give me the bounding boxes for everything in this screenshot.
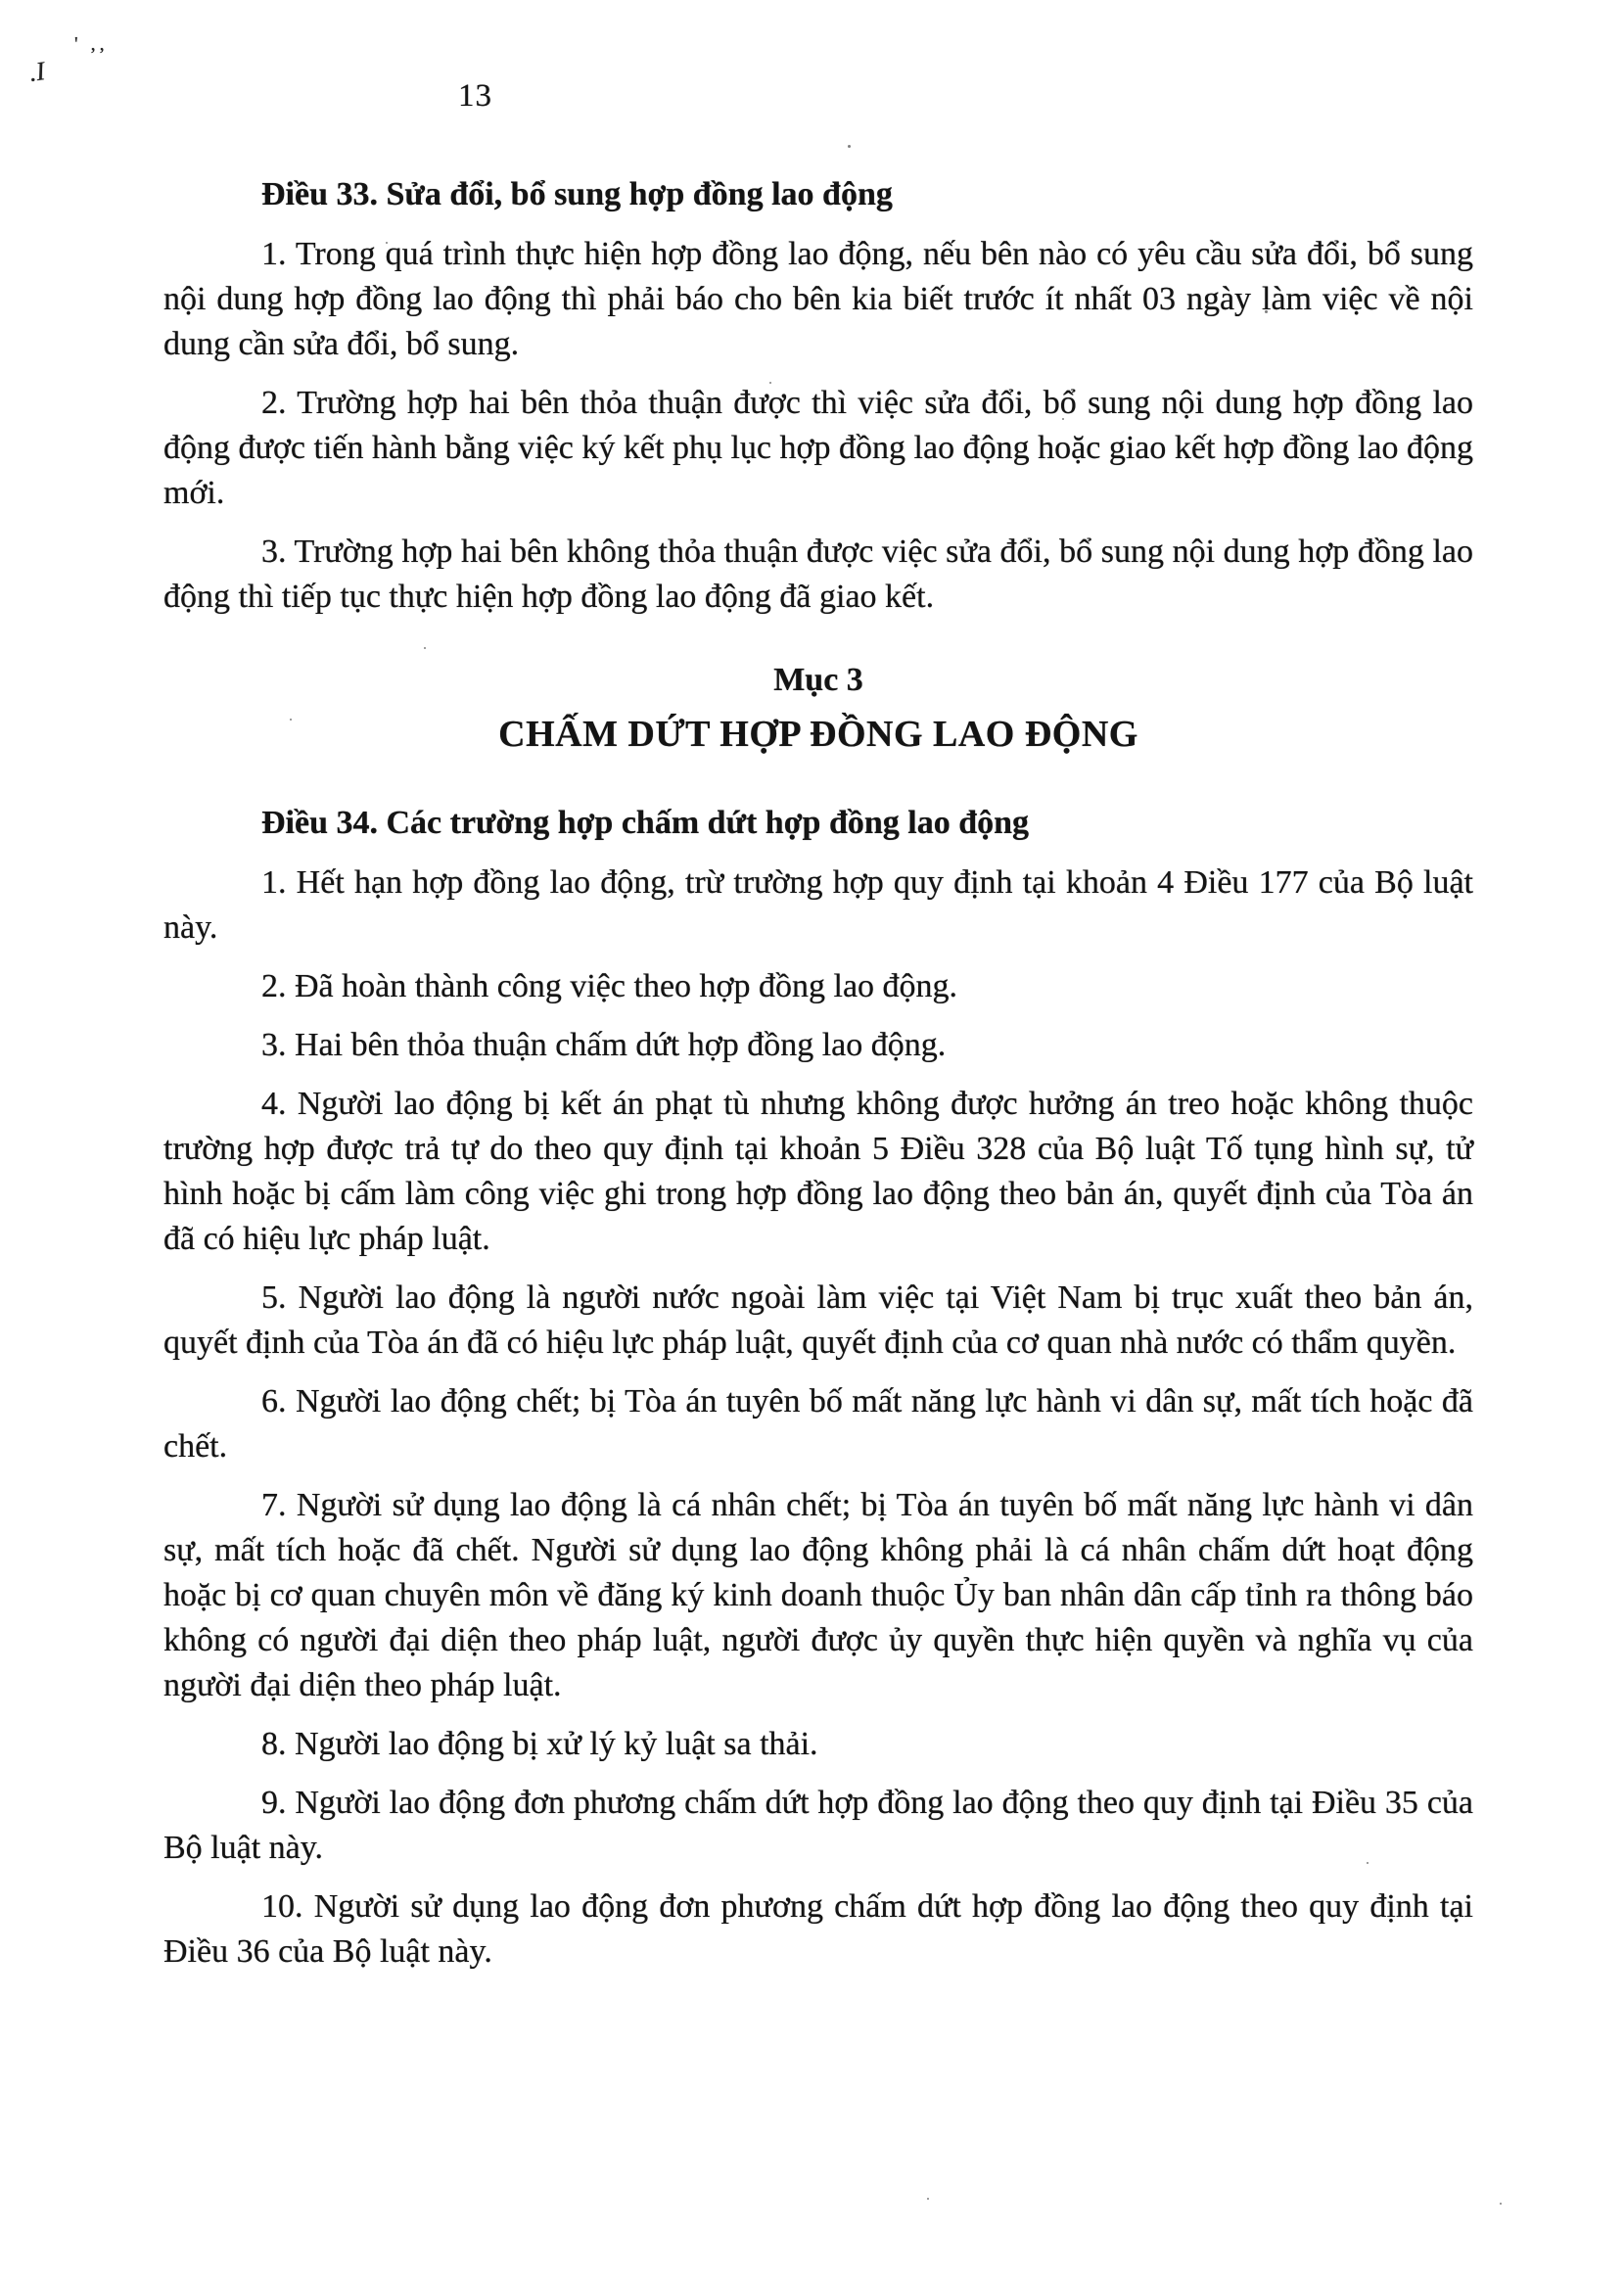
scan-speck [848,145,851,148]
article-34-clause-4: 4. Người lao động bị kết án phạt tù nhưng không được hưởng án treo hoặc không thuộc trường hợp được trả tự do theo quy định tại khoản 5 Điều 328 của Bộ luật Tố tụng hình sự, tử hình hoặc bị cấm làm công việc ghi trong hợp đồng lao động theo bản án, quyết định của Tòa án đã có hiệu lực pháp luật. [163,1086,1473,1257]
article-34-clause-3: 3. Hai bên thỏa thuận chấm dứt hợp đồng lao động. [261,1027,947,1063]
article-34-clause-2: 2. Đã hoàn thành công việc theo hợp đồng lao động. [261,968,958,1004]
article-34-clause-7: 7. Người sử dụng lao động là cá nhân chết; bị Tòa án tuyên bố mất năng lực hành vi dân sự, mất tích hoặc đã chết. Người sử dụng lao động không phải là cá nhân chấm dứt hoạt động hoặc bị cơ quan chuyên môn về đăng ký kinh doanh thuộc Ủy ban nhân dân cấp tỉnh ra thông báo không có người đại diện theo pháp luật, người được ủy quyền thực hiện quyền và nghĩa vụ của người đại diện theo pháp luật. [163,1487,1473,1703]
section-3-title: CHẤM DỨT HỢP ĐỒNG LAO ĐỘNG [498,714,1138,755]
document-body [163,172,1473,1988]
article-34-clause-1: 1. Hết hạn hợp đồng lao động, trừ trường hợp quy định tại khoản 4 Điều 177 của Bộ luật này. [163,864,1473,946]
article-34-clause-6: 6. Người lao động chết; bị Tòa án tuyên bố mất năng lực hành vi dân sự, mất tích hoặc đã chết. [163,1383,1473,1465]
article-34-heading: Điều 34. Các trường hợp chấm dứt hợp đồng lao động [261,805,1030,841]
section-3-label: Mục 3 [773,662,863,698]
scan-artifact-left-edge: .I [26,56,47,87]
article-34-clause-9: 9. Người lao động đơn phương chấm dứt hợp đồng lao động theo quy định tại Điều 35 của Bộ luật này. [163,1785,1473,1866]
article-33-heading: Điều 33. Sửa đổi, bổ sung hợp đồng lao động [261,176,893,212]
page-number: 13 [458,78,492,114]
article-34-clause-5: 5. Người lao động là người nước ngoài làm việc tại Việt Nam bị trục xuất theo bản án, quyết định của Tòa án đã có hiệu lực pháp luật, quyết định của cơ quan nhà nước có thẩm quyền. [163,1279,1473,1361]
article-33-clause-1: 1. Trong quá trình thực hiện hợp đồng lao động, nếu bên nào có yêu cầu sửa đổi, bổ sung nội dung hợp đồng lao động thì phải báo cho bên kia biết trước ít nhất 03 ngày làm việc về nội dung cần sửa đổi, bổ sung. [163,236,1473,362]
scan-speck [927,2198,929,2200]
article-34-clause-8: 8. Người lao động bị xử lý kỷ luật sa thải. [261,1726,818,1762]
article-33-clause-3: 3. Trường hợp hai bên không thỏa thuận được việc sửa đổi, bổ sung nội dung hợp đồng lao động thì tiếp tục thực hiện hợp đồng lao động đã giao kết. [163,534,1473,615]
article-33-clause-2: 2. Trường hợp hai bên thỏa thuận được thì việc sửa đổi, bổ sung nội dung hợp đồng lao động được tiến hành bằng việc ký kết phụ lục hợp đồng lao động hoặc giao kết hợp đồng lao động mới. [163,385,1473,511]
scan-speck [1500,2203,1502,2205]
scan-artifact-top-left: ' ,, [74,33,109,55]
article-34-clause-10: 10. Người sử dụng lao động đơn phương chấm dứt hợp đồng lao động theo quy định tại Điều 36 của Bộ luật này. [163,1888,1473,1970]
